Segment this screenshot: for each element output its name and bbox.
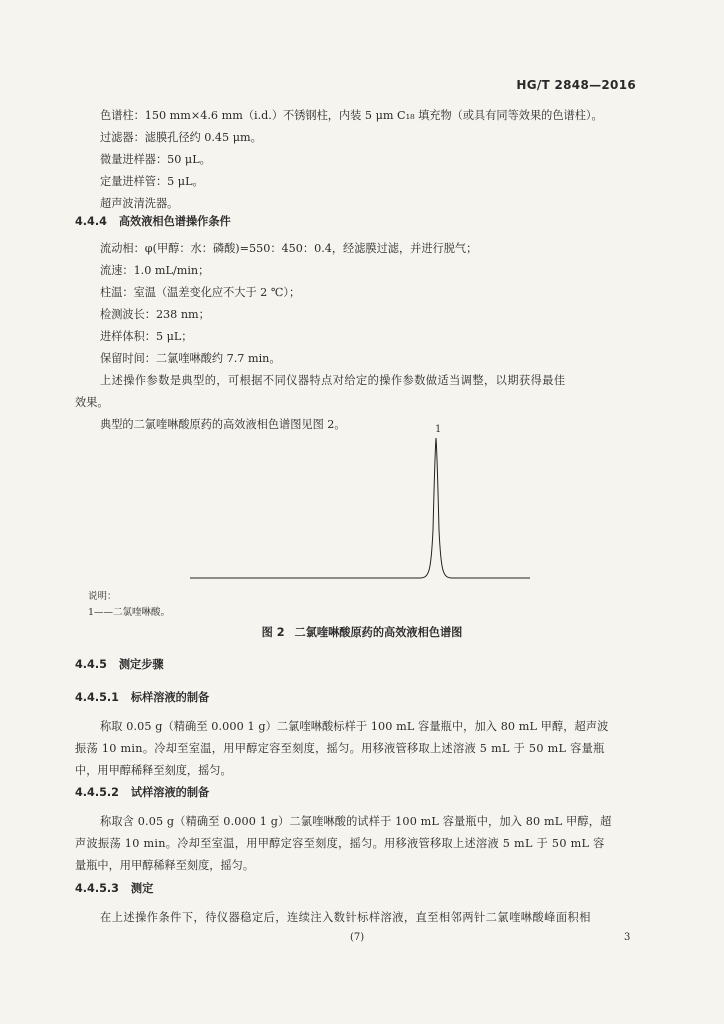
section-4-4-5-heading: [75, 659, 164, 670]
section-title: 试样溶液的制备: [130, 786, 210, 799]
section-number: 4.4.5.3: [75, 882, 119, 895]
section-4-4-5-2-heading: [75, 787, 209, 798]
loop-line: 定量进样管：5 μL。: [100, 175, 204, 188]
section-number: 4.4.5.1: [75, 691, 119, 704]
column-temp-line: 柱温：室温（温差变化应不大于 2 ℃）；: [100, 286, 301, 299]
sample-solution-line-1: 称取含 0.05 g（精确至 0.000 1 g）二氯喹啉酸的试样于 100 mL 容量瓶中，加入 80 mL 甲醇，超: [100, 815, 612, 828]
sample-solution-line-2: 声波振荡 10 min。冷却至室温，用甲醇定容至刻度，摇匀。用移液管移取上述溶液 5 mL 于 50 mL 容: [75, 837, 605, 850]
section-title: 测定步骤: [118, 658, 164, 671]
section-number: 4.4.4: [75, 215, 107, 228]
standard-solution-line-1: 称取 0.05 g（精确至 0.000 1 g）二氯喹啉酸标样于 100 mL 容量瓶中，加入 80 mL 甲醇，超声波: [100, 720, 609, 733]
chromatogram-figure: [180, 420, 540, 585]
section-4-4-5-1-heading: [75, 692, 209, 703]
section-4-4-5-3-heading: [75, 883, 153, 894]
mobile-phase-line: 流动相：φ(甲醇：水：磷酸)=550：450：0.4，经滤膜过滤，并进行脱气；: [100, 242, 478, 255]
section-title: 高效液相色谱操作条件: [118, 215, 231, 228]
injection-volume-line: 进样体积：5 μL；: [100, 330, 193, 343]
ultrasonic-line: 超声波清洗器。: [100, 197, 179, 210]
section-number: 4.4.5: [75, 658, 107, 671]
figure-caption: [0, 624, 724, 640]
legend-title: 说明：: [88, 591, 117, 602]
typical-chromatogram-line: 典型的二氯喹啉酸原药的高效液相色谱图见图 2。: [100, 418, 346, 431]
standard-solution-line-2: 振荡 10 min。冷却至室温，用甲醇定容至刻度，摇匀。用移液管移取上述溶液 5 mL 于 50 mL 容量瓶: [75, 742, 605, 755]
section-title: 标样溶液的制备: [130, 691, 210, 704]
figure-title: 二氯喹啉酸原药的高效液相色谱图: [294, 626, 463, 639]
flow-rate-line: 流速：1.0 mL/min；: [100, 264, 210, 277]
section-number: 4.4.5.2: [75, 786, 119, 799]
filter-line: 过滤器：滤膜孔径约 0.45 μm。: [100, 131, 262, 144]
standard-solution-line-3: 中，用甲醇稀释至刻度，摇匀。: [75, 764, 232, 777]
params-paragraph-line-2: 效果。: [75, 396, 109, 409]
page-number: 3: [624, 932, 631, 943]
column-line: 色谱柱：150 mm×4.6 mm（i.d.）不锈钢柱，内装 5 μm C₁₈ 填充物（或具有同等效果的色谱柱）。: [100, 109, 603, 122]
section-title: 测定: [130, 882, 154, 895]
standard-number: HG/T 2848—2016: [516, 78, 636, 92]
peak-label: 1: [435, 424, 442, 435]
wavelength-line: 检测波长：238 nm；: [100, 308, 210, 321]
figure-number: 图 2: [261, 626, 285, 639]
chromatogram-trace: [190, 438, 530, 578]
sample-solution-line-3: 量瓶中，用甲醇稀释至刻度，摇匀。: [75, 859, 255, 872]
legend-item: 1——二氯喹啉酸。: [88, 607, 171, 618]
sheet-number: (7): [350, 932, 365, 943]
section-4-4-4-heading: [75, 216, 231, 227]
params-paragraph-line-1: 上述操作参数是典型的，可根据不同仪器特点对给定的操作参数做适当调整，以期获得最佳: [100, 374, 566, 387]
measurement-line-1: 在上述操作条件下，待仪器稳定后，连续注入数针标样溶液，直至相邻两针二氯喹啉酸峰面积相: [100, 911, 591, 924]
retention-time-line: 保留时间：二氯喹啉酸约 7.7 min。: [100, 352, 281, 365]
syringe-line: 微量进样器：50 μL。: [100, 153, 211, 166]
